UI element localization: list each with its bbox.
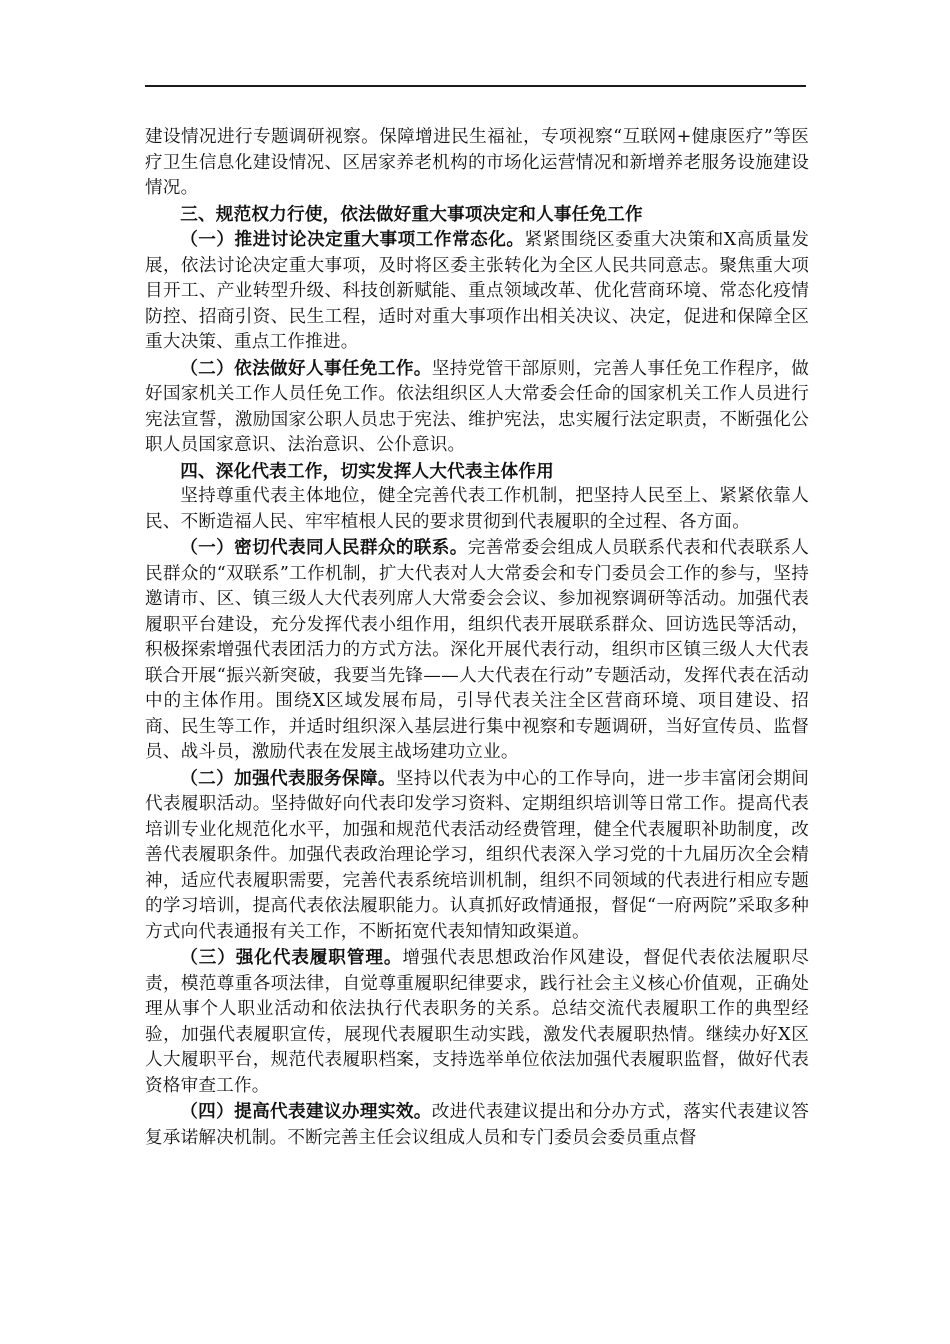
paragraph-text: 改进代表建议提出和分办方式，落实代表建议答复承诺解决机制。不断完善主任会议组成人员和专门委员会委员重点督 bbox=[145, 1102, 809, 1148]
paragraph-text: 坚持以代表为中心的工作导向，进一步丰富闭会期间代表履职活动。坚持做好向代表印发学习资料、定期组织培训等日常工作。提高代表培训专业化规范化水平，加强和规范代表活动经费管理，健全代表履职补助制度，改善代表履职条件。加强代表政治理论学习，组织代表深入学习党的十九届历次全会精神，适应代表履职需要，完善代表系统培训机制，组织不同领域的代表进行相应专题的学习培训，提高代表依法履职能力。认真抓好政情通报，督促“一府两院”采取多种方式向代表通报有关工作，不断拓宽代表知情知政渠道。 bbox=[145, 768, 809, 942]
subsection-heading: （四）提高代表建议办理实效。 bbox=[180, 1101, 432, 1122]
section-heading: 三、规范权力行使，依法做好重大事项决定和人事任免工作 bbox=[180, 203, 643, 225]
paragraph bbox=[145, 227, 809, 356]
paragraph-text: 增强代表思想政治作风建设，督促代表依法履职尽责，模范尊重各项法律，自觉尊重履职纪律要求，践行社会主义核心价值观，正确处理从事个人职业活动和依法执行代表职务的关系。总结交流代表履职工作的典型经验，加强代表履职宣传，展现代表履职生动实践，激发代表履职热情。继续办好X区人大履职平台，规范代表履职档案，支持选举单位依法加强代表履职监督，做好代表资格审查工作。 bbox=[145, 948, 809, 1096]
paragraph: 坚持尊重代表主体地位，健全完善代表工作机制，把坚持人民至上、紧紧依靠人民、不断造福人民、牢牢植根人民的要求贯彻到代表履职的全过程、各方面。 bbox=[145, 486, 809, 532]
paragraph-text: 紧紧围绕区委重大决策和X高质量发展，依法讨论决定重大事项，及时将区委主张转化为全区人民共同意志。聚焦重大项目开工、产业转型升级、科技创新赋能、重点领域改革、优化营商环境、常态化疫情防控、招商引资、民生工程，适时对重大事项作出相关决议、决定，促进和保障全区重大决策、重点工作推进。 bbox=[145, 230, 809, 352]
paragraph-text: 完善常委会组成人员联系代表和代表联系人民群众的“双联系”工作机制，扩大代表对人大常委会和专门委员会工作的参与，坚持邀请市、区、镇三级人大代表列席人大常委会会议、参加视察调研等活动。加强代表履职平台建设，充分发挥代表小组作用，组织代表开展联系群众、回访选民等活动，积极探索增强代表团活力的方式方法。深化开展代表行动，组织市区镇三级人大代表联合开展“振兴新突破，我要当先锋——人大代表在行动”专题活动，发挥代表在活动中的主体作用。围绕X区域发展布局，引导代表关注全区营商环境、项目建设、招商、民生等工作，并适时组织深入基层进行集中视察和专题调研，当好宣传员、监督员、战斗员，激励代表在发展主战场建功立业。 bbox=[145, 538, 810, 762]
subsection-heading: （一）密切代表同人民群众的联系。 bbox=[180, 537, 468, 558]
paragraph bbox=[145, 766, 809, 946]
section-heading: 四、深化代表工作，切实发挥人大代表主体作用 bbox=[180, 460, 554, 482]
paragraph-text: 坚持党管干部原则，完善人事任免工作程序，做好国家机关工作人员任免工作。依法组织区人大常委会任命的国家机关工作人员进行宪法宣誓，激励国家公职人员忠于宪法、维护宪法，忠实履行法定职责，不断强化公职人员国家意识、法治意识、公仆意识。 bbox=[145, 358, 809, 455]
subsection-heading: （二）依法做好人事任免工作。 bbox=[180, 357, 432, 379]
paragraph bbox=[145, 535, 809, 766]
document-body bbox=[145, 125, 809, 1151]
paragraph bbox=[145, 1099, 809, 1151]
paragraph bbox=[145, 356, 809, 459]
paragraph bbox=[145, 945, 809, 1099]
subsection-heading: （一）推进讨论决定重大事项工作常态化。 bbox=[180, 229, 525, 250]
paragraph: 建设情况进行专题调研视察。保障增进民生福祉，专项视察“互联网+健康医疗”等医疗卫生信息化建设情况、区居家养老机构的市场化运营情况和新增养老服务设施建设情况。 bbox=[145, 127, 809, 198]
subsection-heading: （三）强化代表履职管理。 bbox=[180, 947, 403, 968]
header-rule bbox=[145, 85, 806, 87]
subsection-heading: （二）加强代表服务保障。 bbox=[180, 767, 396, 789]
